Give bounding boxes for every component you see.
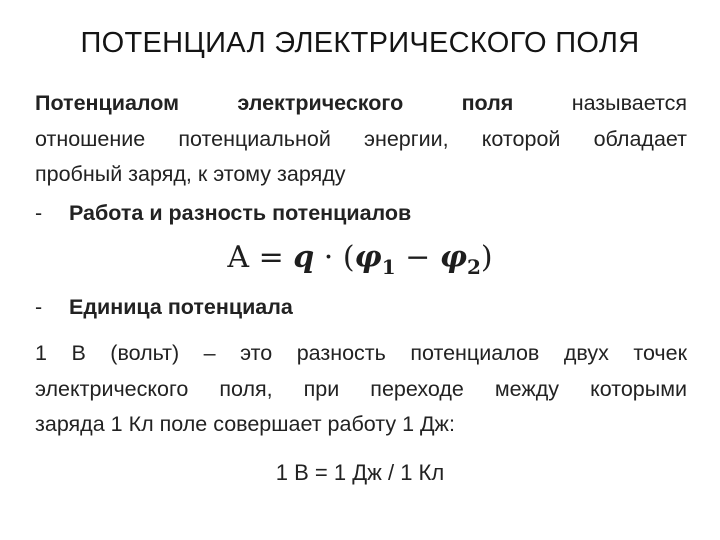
unit-equation: 1 В = 1 Дж / 1 Кл xyxy=(275,460,445,485)
formula-phi-1: φ xyxy=(354,240,382,275)
bullet-potential-unit xyxy=(35,295,293,320)
volt-line-2: электрического поля, при переходе между которыми xyxy=(35,376,687,401)
formula-dot-open: · ( xyxy=(314,240,355,275)
definition-line-3: пробный заряд, к этому заряду xyxy=(35,162,346,186)
definition-term: Потенциалом электрического поля xyxy=(35,91,514,115)
work-formula xyxy=(0,240,720,279)
formula-lhs: A xyxy=(227,240,250,275)
bullet-text: Работа и разность потенциалов xyxy=(69,201,412,225)
formula-sub-2: 2 xyxy=(467,255,481,279)
bullet-text: Единица потенциала xyxy=(69,295,293,319)
volt-line-3: заряда 1 Кл поле совершает работу 1 Дж: xyxy=(35,412,455,436)
bullet-dash: - xyxy=(35,295,43,319)
bullet-work-potential-difference xyxy=(35,201,411,226)
definition-line-2: отношение потенциальной энергии, которой обладает xyxy=(35,126,687,151)
volt-line-1: 1 В (вольт) – это разность потенциалов двух точек xyxy=(35,341,687,365)
formula-close: ) xyxy=(480,240,493,275)
formula-phi-2: φ xyxy=(439,240,467,275)
formula-charge: q xyxy=(293,240,315,275)
definition-paragraph xyxy=(35,86,687,193)
volt-definition-paragraph xyxy=(35,336,687,443)
definition-line-1-rest: называется xyxy=(571,91,687,115)
formula-equals: = xyxy=(249,240,294,275)
slide-title: ПОТЕНЦИАЛ ЭЛЕКТРИЧЕСКОГО ПОЛЯ xyxy=(80,27,640,59)
formula-sub-1: 1 xyxy=(381,255,396,279)
definition-line-1 xyxy=(35,86,687,122)
formula-minus: − xyxy=(395,240,440,275)
bullet-dash: - xyxy=(35,201,43,225)
